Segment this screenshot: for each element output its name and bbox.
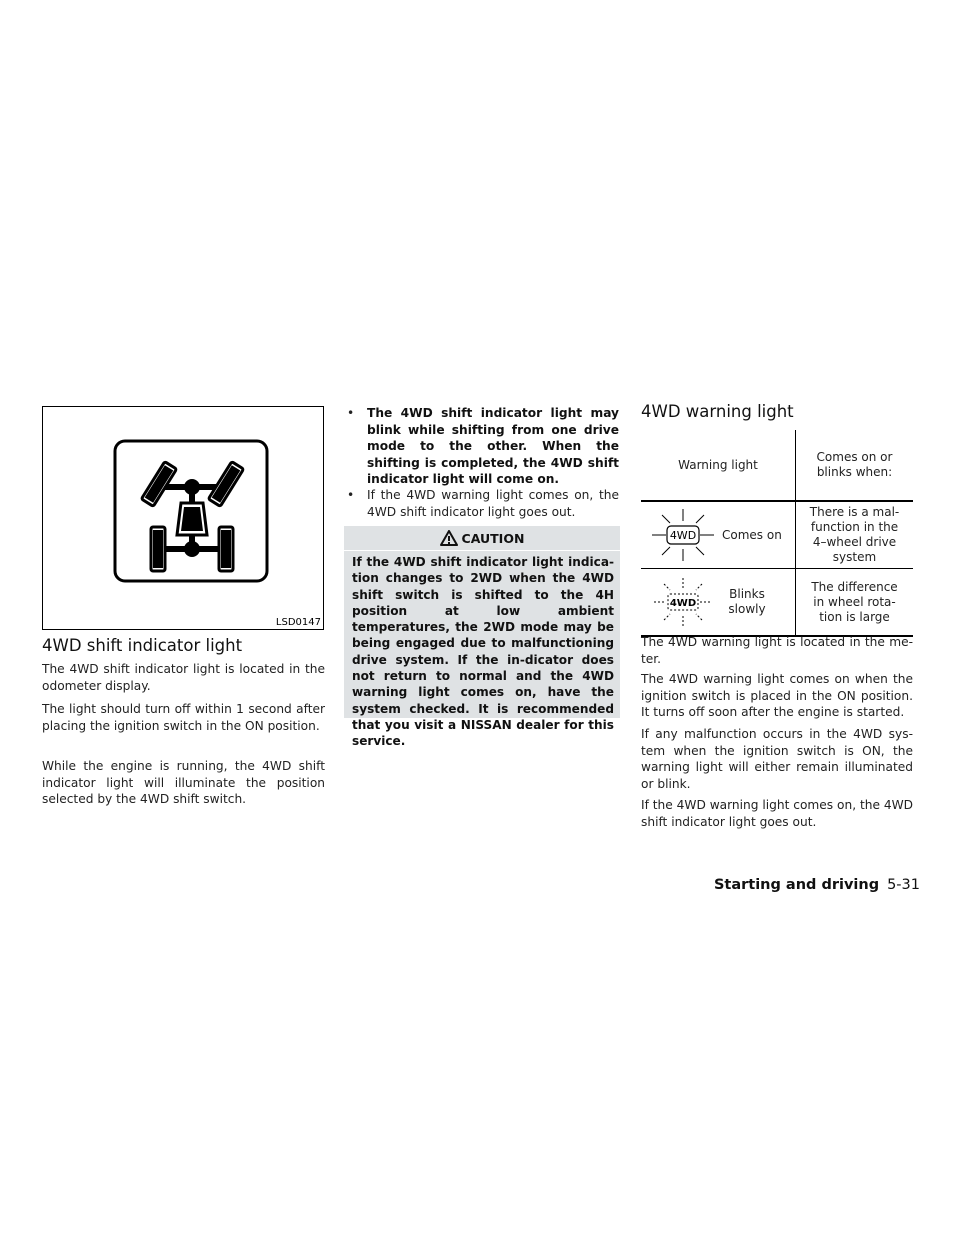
table-cell: The difference in wheel rota-tion is large [796, 569, 914, 637]
table-cell: There is a mal-function in the 4–wheel drive system [796, 501, 914, 569]
table-row [641, 501, 913, 569]
paragraph: If the 4WD warning light comes on, the 4WD shift indicator light goes out. [641, 798, 914, 829]
paragraph: The 4WD shift indicator light is located in the odometer display. [42, 662, 325, 693]
figure-code: LSD0147 [275, 617, 321, 628]
paragraph: While the engine is running, the 4WD shift indicator light will illuminate the position selected by the 4WD shift switch. [42, 759, 325, 807]
bullet-text: The 4WD shift indicator light may blink while shifting from one drive mode to the other. When the shifting is completed, the 4WD shift indicator light will come on. [367, 406, 619, 487]
4wd-blink-icon [650, 574, 716, 630]
page-number: 5-31 [887, 877, 920, 893]
table-header: Warning light [641, 430, 796, 501]
bullet-item [347, 487, 619, 520]
bullet-item [347, 405, 619, 488]
warning-triangle-icon [440, 530, 458, 546]
bullet-dot: • [347, 488, 355, 502]
section-name: Starting and driving [713, 877, 880, 893]
table-cell [641, 569, 796, 637]
state-label: Comes on [722, 527, 782, 542]
table-cell [641, 501, 796, 569]
bullet-dot: • [347, 406, 355, 420]
svg-text:4WD: 4WD [669, 529, 697, 542]
bullet-text: If the 4WD warning light comes on, the 4WD shift indicator light goes out. [367, 488, 619, 519]
paragraph: The 4WD warning light comes on when the ignition switch is placed in the ON position. It turns off soon after the engine is started. [641, 672, 913, 720]
section-heading-shift-indicator: 4WD shift indicator light [42, 636, 243, 655]
state-label: Blinks slowly [728, 587, 766, 616]
4wd-drivetrain-icon [43, 407, 325, 631]
warning-light-table [641, 430, 913, 637]
figure-4wd-indicator [42, 406, 324, 630]
paragraph: The 4WD warning light is located in the me-ter. [641, 635, 913, 666]
caution-title: CAUTION [461, 530, 525, 546]
svg-text:4WD: 4WD [669, 598, 697, 609]
table-row [641, 569, 913, 637]
4wd-warning-icon [650, 507, 716, 563]
section-heading-warning-light: 4WD warning light [641, 402, 794, 421]
paragraph: The light should turn off within 1 second after placing the ignition switch in the ON position. [42, 702, 325, 733]
paragraph: If any malfunction occurs in the 4WD sys-tem when the ignition switch is ON, the warning light will either remain illuminated or blink. [641, 727, 913, 791]
table-header: Comes on or blinks when: [796, 430, 914, 501]
caution-text: If the 4WD shift indicator light indica-tion changes to 2WD when the 4WD shift switch is shifted to the 4H position at low ambient temperatures, the 2WD mode may be being engaged due to malfunctioning drive system. If the in-dicator does not return to normal and the 4WD warning light comes on, have the system checked. It is recommended that you visit a NISSAN dealer for this service. [352, 555, 614, 749]
caution-box [344, 526, 620, 749]
page-footer [714, 877, 920, 893]
caution-header [344, 526, 620, 551]
